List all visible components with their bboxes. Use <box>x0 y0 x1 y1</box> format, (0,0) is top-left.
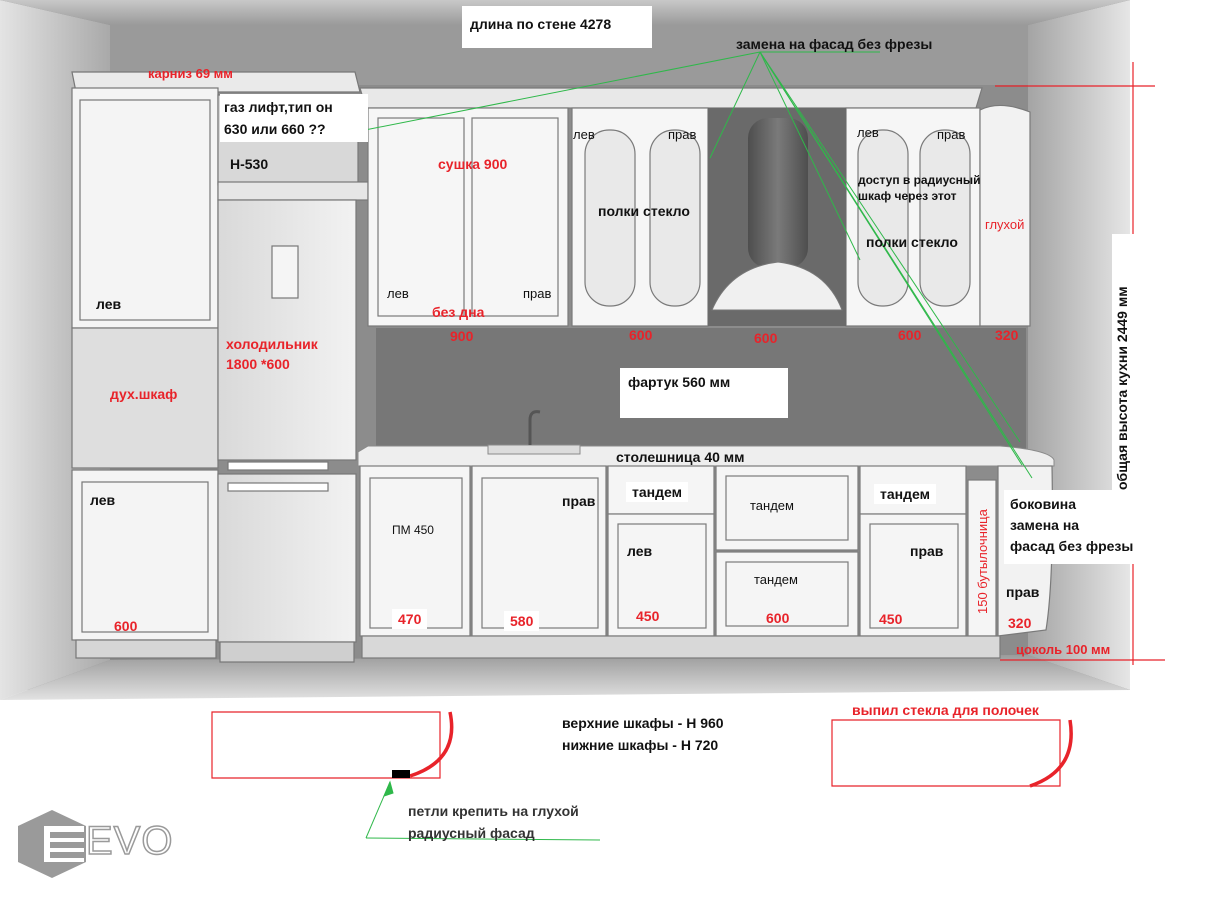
width-470: 470 <box>392 609 427 629</box>
width-450-1: 450 <box>636 608 660 624</box>
cabinet-heights <box>562 712 724 756</box>
lev-low-label: лев <box>90 492 116 508</box>
glass-cut-label: выпил стекла для полочек <box>852 702 1039 718</box>
tandem-label-3: тандем <box>874 484 936 504</box>
facade-replace-label: замена на фасад без фрезы <box>736 36 933 52</box>
cornice-label: карниз 69 мм <box>148 66 233 81</box>
side-panel-line-2: замена на <box>1010 517 1080 533</box>
upper-cabinets <box>360 88 1030 326</box>
prav-label-3: прав <box>523 286 552 301</box>
pm450-label: ПМ 450 <box>392 523 434 537</box>
width-600-top-3: 600 <box>898 327 922 343</box>
radius-access-line-2: шкаф через этот <box>858 189 957 203</box>
prav-label-1: прав <box>668 127 697 142</box>
side-panel-line-1: боковина <box>1010 496 1077 512</box>
prav-low-label-2: прав <box>910 543 944 559</box>
fridge-line-2: 1800 *600 <box>226 356 290 372</box>
side-panel-line-3: фасад без фрезы <box>1010 538 1134 554</box>
fridge-line-1: холодильник <box>226 336 318 352</box>
lev-low-label-2: лев <box>627 543 653 559</box>
hinges-label <box>408 800 579 844</box>
hinges-line-1: петли крепить на глухой <box>408 803 579 819</box>
fridge-label <box>226 334 318 374</box>
width-320-low: 320 <box>1008 615 1032 631</box>
upper-height-label: верхние шкафы - Н 960 <box>562 715 724 731</box>
width-600-top-2: 600 <box>754 330 778 346</box>
plinth-label: цоколь 100 мм <box>1016 642 1111 657</box>
dryer-label: сушка 900 <box>438 156 508 172</box>
blind-label: глухой <box>985 217 1025 232</box>
tandem-label-1: тандем <box>626 482 688 502</box>
radius-access-line-1: доступ в радиусный <box>858 173 981 187</box>
width-600-low: 600 <box>114 618 138 634</box>
hood <box>708 108 846 326</box>
bottle-rack-label: 150 бутылочница <box>975 509 990 614</box>
lower-height-label: нижние шкафы - Н 720 <box>562 737 719 753</box>
lower-cabinets <box>360 466 1052 658</box>
width-320-top: 320 <box>995 327 1019 343</box>
lev-label-3: лев <box>387 286 409 301</box>
worktop-label: столешница 40 мм <box>616 449 745 465</box>
gas-lift-label <box>220 94 368 142</box>
width-900-top: 900 <box>450 328 474 344</box>
width-580: 580 <box>504 611 539 631</box>
glass-shelves-label-1: полки стекло <box>598 203 690 219</box>
lev-label-2: лев <box>857 125 879 140</box>
total-height-label: общая высота кухни 2449 мм <box>1112 234 1138 496</box>
lev-tall-label: лев <box>96 296 122 312</box>
logo-text: EVO <box>86 819 174 863</box>
prav-low-label-1: прав <box>562 493 596 509</box>
side-panel-label <box>1004 490 1162 564</box>
width-600-top-1: 600 <box>629 327 653 343</box>
hinges-line-2: радиусный фасад <box>408 825 535 841</box>
gas-lift-line-1: газ лифт,тип он <box>224 99 333 115</box>
radius-access-label <box>858 172 981 204</box>
prav-label-2: прав <box>937 127 966 142</box>
width-600-low-2: 600 <box>766 610 790 626</box>
tandem-label-2: тандем <box>750 498 794 513</box>
no-bottom-label: без дна <box>432 304 485 320</box>
gas-lift-line-2: 630 или 660 ?? <box>224 121 326 137</box>
h530-label: Н-530 <box>230 156 269 172</box>
lev-label-1: лев <box>573 127 595 142</box>
glass-shelves-label-2: полки стекло <box>866 234 958 250</box>
prav-low-label-3: прав <box>1006 584 1040 600</box>
wall-length-label: длина по стене 4278 <box>462 6 652 48</box>
width-450-2: 450 <box>879 611 903 627</box>
oven-label: дух.шкаф <box>110 386 178 402</box>
backsplash-label: фартук 560 мм <box>620 368 788 418</box>
tandem-label-4: тандем <box>754 572 798 587</box>
fridge <box>218 200 356 662</box>
